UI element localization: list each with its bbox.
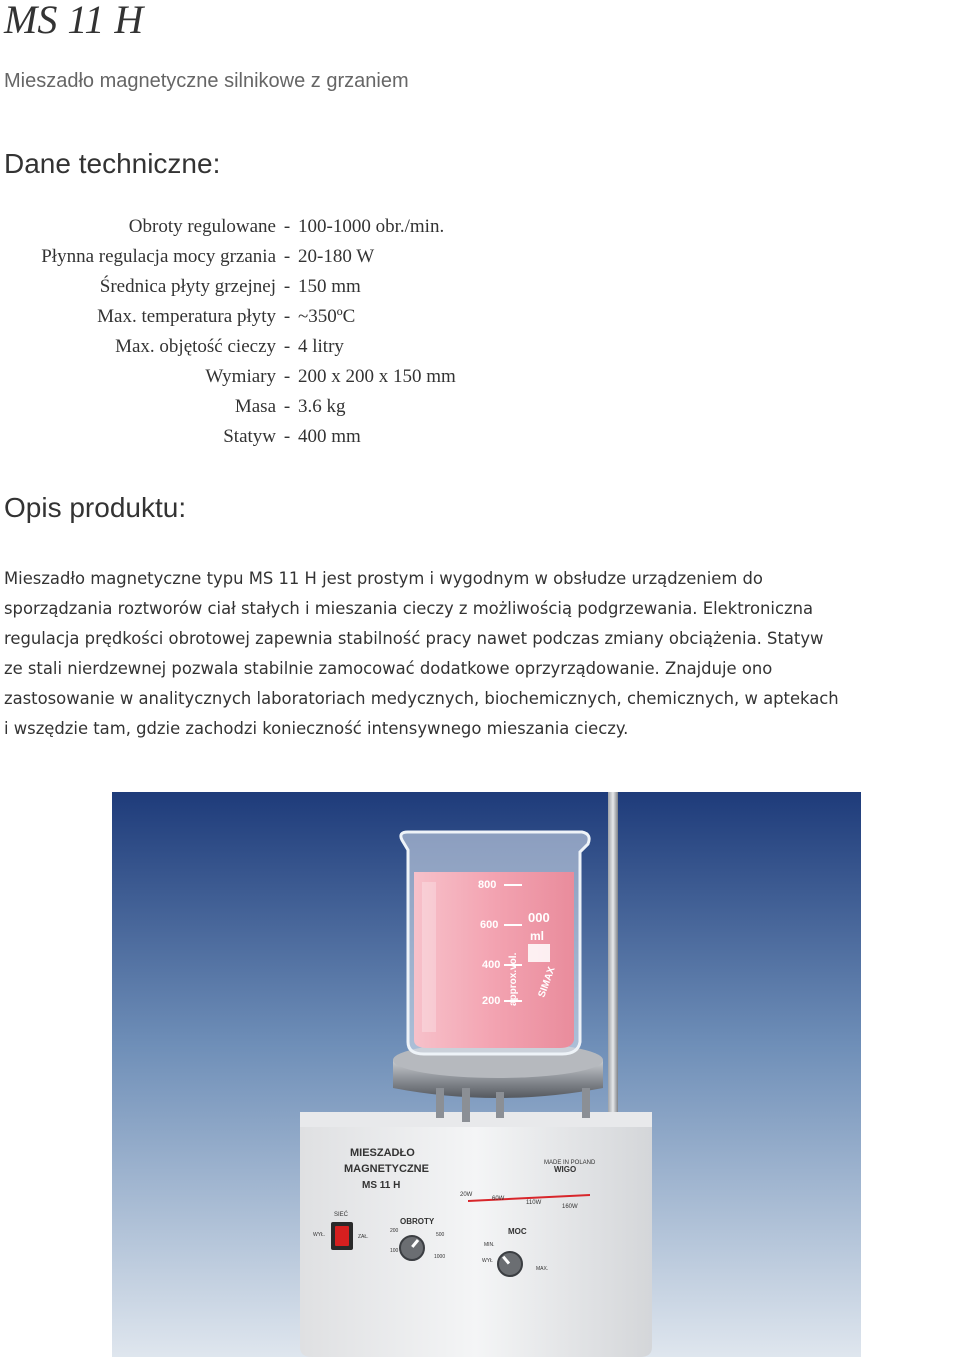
spec-value: 400 mm bbox=[298, 426, 361, 447]
power-mark: 60W bbox=[492, 1196, 505, 1202]
description-line: sporządzania roztworów ciał stałych i mieszania cieczy z możliwością podgrzewania. Elektroniczna bbox=[4, 599, 814, 618]
spec-dash: - bbox=[283, 216, 291, 237]
plate-screw bbox=[436, 1088, 444, 1118]
power-knob[interactable] bbox=[498, 1252, 522, 1276]
device-label-brand: WIGO bbox=[554, 1165, 577, 1174]
product-photo-illustration bbox=[112, 792, 861, 1357]
spec-row bbox=[0, 242, 456, 272]
spec-label: Masa bbox=[234, 396, 276, 417]
spec-dash: - bbox=[283, 426, 291, 447]
description-heading: Opis produktu: bbox=[4, 492, 187, 523]
power-label-off: WYŁ bbox=[482, 1258, 493, 1264]
spec-dash: - bbox=[283, 366, 291, 387]
description-line: Mieszadło magnetyczne typu MS 11 H jest prostym i wygodnym w obsłudze urządzeniem do bbox=[4, 569, 763, 588]
switch-label-network: SIEĆ bbox=[334, 1212, 349, 1218]
beaker-reflection bbox=[422, 882, 436, 1032]
spec-label: Obroty regulowane bbox=[128, 216, 276, 237]
spec-row bbox=[0, 362, 456, 392]
product-photo bbox=[112, 792, 861, 1357]
beaker-label-area bbox=[528, 944, 550, 962]
spec-row bbox=[0, 392, 456, 422]
speed-mark: 100 bbox=[390, 1248, 399, 1254]
stand-rod bbox=[608, 792, 618, 1122]
power-mark: 110W bbox=[526, 1200, 542, 1206]
spec-label: Max. temperatura płyty bbox=[97, 306, 276, 327]
spec-row bbox=[0, 272, 456, 302]
specs-heading: Dane techniczne: bbox=[4, 148, 221, 179]
description-line: regulacja prędkości obrotowej zapewnia stabilność pracy nawet podczas zmiany obciążenia. Statyw bbox=[4, 629, 824, 648]
plate-screw bbox=[496, 1092, 504, 1118]
device-label-made: MADE IN POLAND bbox=[544, 1160, 596, 1166]
beaker-mark: 600 bbox=[480, 919, 499, 931]
power-mark: 20W bbox=[460, 1192, 473, 1198]
spec-label: Max. objętość cieczy bbox=[115, 336, 276, 357]
spec-label: Wymiary bbox=[205, 366, 276, 387]
power-label-max: MAX. bbox=[536, 1266, 549, 1272]
power-mark: 160W bbox=[562, 1204, 578, 1210]
beaker-mark: 400 bbox=[482, 959, 501, 971]
plate-screw bbox=[462, 1088, 470, 1122]
spec-label: Statyw bbox=[223, 426, 276, 447]
spec-value: 20-180 W bbox=[298, 246, 375, 267]
spec-dash: - bbox=[283, 246, 291, 267]
switch-label-on: ZAŁ. bbox=[358, 1234, 369, 1240]
power-label-min: MIN. bbox=[484, 1242, 495, 1248]
device-label-name: MIESZADŁO bbox=[350, 1147, 415, 1159]
device-label-model: MS 11 H bbox=[362, 1180, 401, 1191]
speed-mark: 200 bbox=[390, 1228, 399, 1234]
spec-value: 200 x 200 x 150 mm bbox=[298, 366, 456, 387]
spec-value: 4 litry bbox=[298, 336, 344, 357]
device-top-edge bbox=[300, 1112, 652, 1127]
device-label-name2: MAGNETYCZNE bbox=[344, 1163, 429, 1175]
speed-knob[interactable] bbox=[400, 1236, 424, 1260]
spec-dash: - bbox=[283, 276, 291, 297]
power-switch[interactable] bbox=[335, 1226, 349, 1246]
spec-dash: - bbox=[283, 306, 291, 327]
beaker-volume-unit: ml bbox=[530, 929, 545, 943]
power-label: MOC bbox=[508, 1227, 527, 1236]
plate-screw bbox=[582, 1088, 590, 1118]
spec-row bbox=[0, 212, 456, 242]
beaker-approx-text: approx.vol. bbox=[508, 952, 519, 1006]
speed-mark: 1000 bbox=[434, 1254, 446, 1260]
description-line: ze stali nierdzewnej pozwala stabilnie zamocować dodatkowe oprzyrządowanie. Znajduje ono bbox=[4, 659, 773, 678]
product-subtitle: Mieszadło magnetyczne silnikowe z grzaniem bbox=[4, 70, 409, 92]
beaker-mark: 800 bbox=[478, 879, 497, 891]
beaker-brand-logo: SIMAX bbox=[536, 965, 558, 1000]
spec-value: 3.6 kg bbox=[298, 396, 346, 417]
spec-label: Płynna regulacja mocy grzania bbox=[41, 246, 276, 267]
specs-table bbox=[0, 212, 456, 452]
speed-label: OBROTY bbox=[400, 1217, 435, 1226]
product-title: MS 11 H bbox=[4, 0, 144, 42]
description-line: zastosowanie w analitycznych laboratoriach medycznych, biochemicznych, chemicznych, w aptekach bbox=[4, 689, 839, 708]
switch-label-off: WYŁ. bbox=[313, 1232, 326, 1238]
spec-value: ~350ºC bbox=[298, 306, 356, 327]
spec-dash: - bbox=[283, 336, 291, 357]
spec-dash: - bbox=[283, 396, 291, 417]
description-paragraph bbox=[4, 564, 960, 744]
spec-row bbox=[0, 422, 456, 452]
description-line: i wszędzie tam, gdzie zachodzi konieczność intensywnego mieszania cieczy. bbox=[4, 719, 629, 738]
speed-mark: 500 bbox=[436, 1232, 445, 1238]
spec-value: 100-1000 obr./min. bbox=[298, 216, 445, 237]
beaker-volume-number: 000 bbox=[528, 910, 550, 925]
beaker-mark: 200 bbox=[482, 995, 501, 1007]
spec-label: Średnica płyty grzejnej bbox=[99, 276, 276, 297]
spec-value: 150 mm bbox=[298, 276, 361, 297]
spec-row bbox=[0, 302, 456, 332]
spec-row bbox=[0, 332, 456, 362]
